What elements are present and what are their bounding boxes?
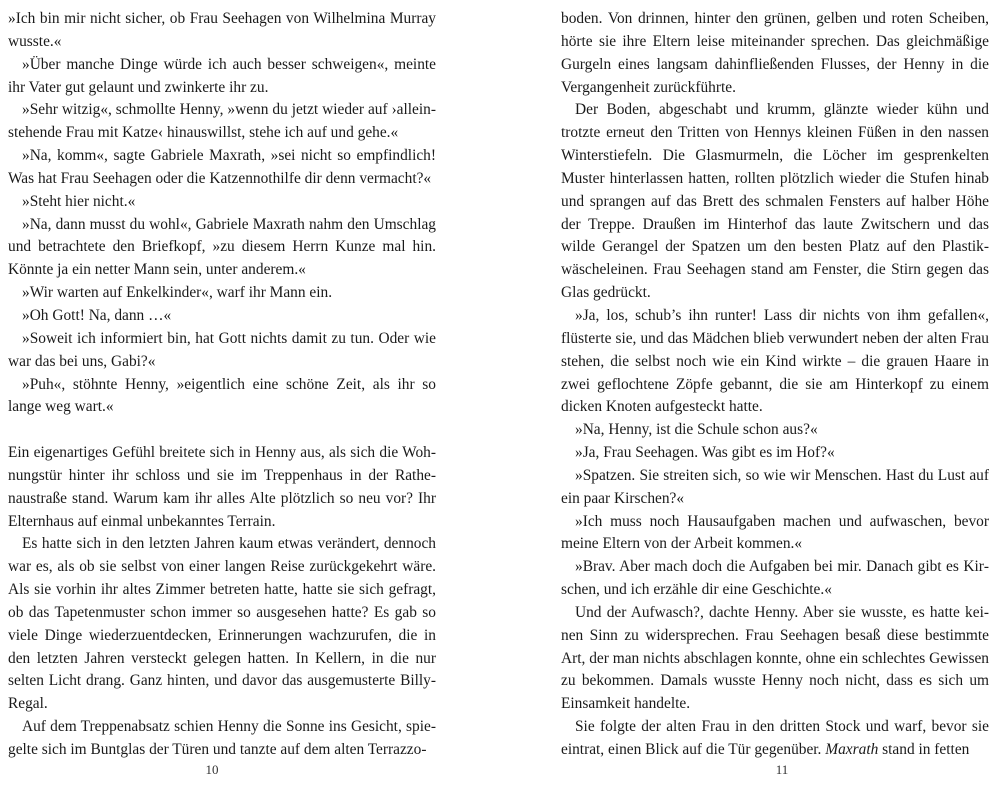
paragraph: »Puh«, stöhnte Henny, »eigentlich eine schöne Zeit, als ihr so lange weg wart.« xyxy=(8,375,436,416)
paragraph: »Ja, Frau Seehagen. Was gibt es im Hof?« xyxy=(575,444,835,462)
paragraph: »Na, komm«, sagte Gabriele Maxrath, »sei nicht so empfindlich! Was hat Frau Seehagen oder die Katzennothilfe dir denn vermacht?« xyxy=(8,147,436,187)
paragraph: »Sehr witzig«, schmollte Henny, »wenn du jetzt wieder auf ›alleinstehende Frau mit Katze‹ hinauswillst, stehe ich auf und gehe.« xyxy=(8,101,436,142)
paragraph: Und der Aufwasch?, dachte Henny. Aber sie wusste, es hatte keinen Sinn zu widersprechen. Frau Seehagen besaß diese bestimmte Art, der man nichts abschlagen konnte, ohne ein schlechtes Gewissen zu bekommen. Damals wusste Henny noch nicht, dass es sich um Einsamkeit handelte. xyxy=(561,603,989,713)
paragraph: »Na, Henny, ist die Schule schon aus?« xyxy=(575,421,818,439)
paragraph: »Über manche Dinge würde ich auch besser schweigen«, meinte ihr Vater gut gelaunt und zwinkerte ihr zu. xyxy=(8,55,436,96)
page-number-left: 10 xyxy=(205,762,219,777)
paragraph: »Brav. Aber mach doch die Aufgaben bei mir. Danach gibt es Kirschen, und ich erzähle dir eine Geschichte.« xyxy=(561,558,989,599)
paragraph-text: Sie folgte der alten Frau in den dritten Stock und warf, bevor sie eintrat, einen Blick auf die Tür gegenüber. xyxy=(561,718,989,758)
paragraph: »Steht hier nicht.« xyxy=(22,192,136,210)
paragraph: Der Boden, abgeschabt und krumm, glänzte wieder kühn und trotzte erneut den Tritten von Hennys kleinen Füßen in den nassen Winterstiefeln. Die Glasmurmeln, die Löcher im gesprenkelten Muster hinterlassen hatten, rollten plötzlich wieder die Stufen hinab und sprangen auf das Brett des schmalen Fensters auf halber Höhe der Treppe. Draußen im Hinterhof das laute Zwitschern und das wilde Gerangel der Spatzen um den besten Platz auf den Plastikwäscheleinen. Frau Seehagen stand am Fenster, die Stirn gegen das Glas gedrückt. xyxy=(561,101,989,302)
paragraph: »Ich muss noch Hausaufgaben machen und aufwaschen, bevor meine Eltern von der Arbeit kommen.« xyxy=(561,512,989,553)
right-page xyxy=(561,8,989,762)
page-number-right: 11 xyxy=(775,762,789,777)
paragraph: Es hatte sich in den letzten Jahren kaum etwas verändert, dennoch war es, als ob sie selbst von einer langen Reise zurückgekehrt wäre. Als sie vorhin ihr altes Zimmer betreten hatte, hatte sie sich gefragt, ob das Tapetenmuster schon immer so ausgesehen hatte? Es gab so viele Dinge wiederzuentdecken, Erinnerungen wachzurufen, die in den letzten Jahren versteckt gelegen hatten. In Kellern, in die nur selten Licht drang. Ganz hinten, und davor das ausgemusterte Billy-Regal. xyxy=(8,535,436,713)
paragraph: »Ja, los, schub’s ihn runter! Lass dir nichts von ihm gefallen«, flüsterte sie, und das Mädchen blieb verwundert neben der alten Frau stehen, die selbst noch wie ein Kind wirkte – die grauen Haare in zwei geflochtene Zöpfe gebannt, die sie am Hinterkopf zu einem dicken Knoten aufgesteckt hatte. xyxy=(561,306,989,416)
paragraph: Auf dem Treppenabsatz schien Henny die Sonne ins Gesicht, spiegelte sich im Buntglas der Türen und tanzte auf dem alten Terrazzo- xyxy=(8,718,436,758)
section-start-paragraph: Ein eigenartiges Gefühl breitete sich in Henny aus, als sich die Wohnungstür hinter ihr schloss und sie im Treppenhaus in der Rathenaustraße stand. Warum kam ihr alles Alte plötzlich so neu vor? Ihr Elternhaus auf einmal unbekanntes Terrain. xyxy=(8,444,436,530)
paragraph xyxy=(561,716,989,762)
italic-name: Maxrath xyxy=(825,741,879,758)
paragraph-text: stand in fetten xyxy=(882,741,970,758)
continued-paragraph: boden. Von drinnen, hinter den grünen, gelben und roten Scheiben, hörte sie ihre Eltern leise miteinander sprechen. Das gleichmäßige Gurgeln eines langsam dahinfließenden Flusses, der Henny in die Vergangenheit zurückführte. xyxy=(561,10,989,96)
paragraph: »Soweit ich informiert bin, hat Gott nichts damit zu tun. Oder wie war das bei uns, Gabi?« xyxy=(8,329,436,370)
paragraph: »Na, dann musst du wohl«, Gabriele Maxrath nahm den Umschlag und betrachtete den Briefkopf, »zu diesem Herrn Kunze mal hin. Könnte ja ein netter Mann sein, unter anderem.« xyxy=(8,215,436,279)
paragraph: »Spatzen. Sie streiten sich, so wie wir Menschen. Hast du Lust auf ein paar Kirschen?« xyxy=(561,466,989,507)
left-page xyxy=(8,8,436,762)
paragraph: »Wir warten auf Enkelkinder«, warf ihr Mann ein. xyxy=(22,284,333,302)
paragraph: »Ich bin mir nicht sicher, ob Frau Seehagen von Wilhelmina Murray wusste.« xyxy=(8,10,436,50)
paragraph: »Oh Gott! Na, dann …« xyxy=(22,306,172,324)
